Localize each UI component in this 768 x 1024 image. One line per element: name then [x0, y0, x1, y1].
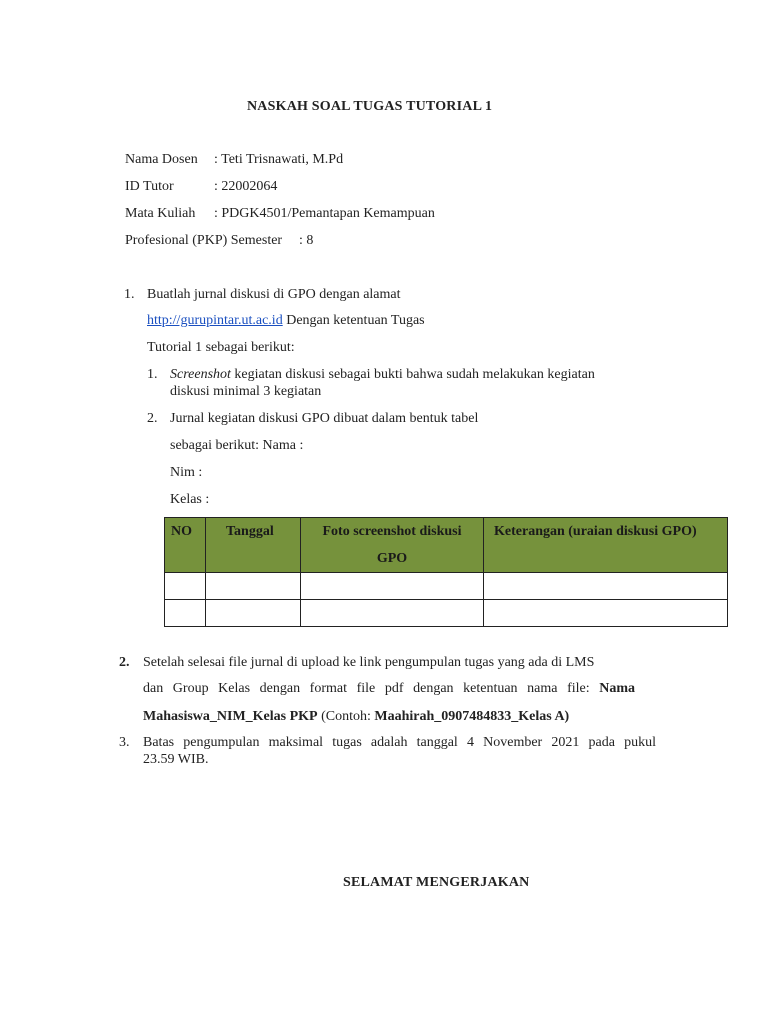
header-foto-line1: Foto screenshot diskusi [322, 524, 462, 539]
table-row [165, 573, 728, 600]
header-keterangan: Keterangan (uraian diskusi GPO) [484, 518, 728, 573]
document-title: NASKAH SOAL TUGAS TUTORIAL 1 [247, 99, 493, 114]
table-cell [206, 600, 301, 627]
q3-number: 3. [119, 735, 130, 750]
q2-number: 2. [119, 655, 130, 670]
tutor-value: : 22002064 [214, 179, 278, 194]
q1-sub1-line2: diskusi minimal 3 kegiatan [170, 384, 322, 399]
course-value: : PDGK4501/Pemantapan Kemampuan [214, 206, 435, 221]
q1-sub1-number: 1. [147, 367, 158, 382]
q1-line2 [147, 313, 425, 329]
journal-table [164, 517, 728, 627]
q2-example-value: Maahirah_0907484833_Kelas A) [374, 709, 570, 724]
q1-line1: Buatlah jurnal diskusi di GPO dengan alamat [147, 287, 401, 302]
q1-sub2-number: 2. [147, 411, 158, 426]
q3-line1: Batas pengumpulan maksimal tugas adalah tanggal 4 November 2021 pada pukul [143, 735, 656, 750]
gpo-link[interactable]: http://gurupintar.ut.ac.id [147, 313, 283, 328]
closing-text: SELAMAT MENGERJAKAN [343, 875, 530, 890]
table-cell [484, 600, 728, 627]
q1-number: 1. [124, 287, 135, 302]
q2-line2-bold: Nama [599, 681, 636, 696]
table-cell [301, 600, 484, 627]
header-foto-line2: GPO [376, 551, 408, 566]
nim-label: Nim : [170, 465, 203, 480]
q2-example-label: (Contoh: [317, 709, 375, 724]
header-tanggal: Tanggal [206, 518, 301, 573]
q1-sub1-line1 [170, 367, 595, 383]
q1-sub1-italic: Screenshot [170, 367, 231, 382]
q2-filename-format: Mahasiswa_NIM_Kelas PKP [143, 709, 318, 724]
table-cell [484, 573, 728, 600]
q1-sub1-rest: kegiatan diskusi sebagai bukti bahwa sudah melakukan kegiatan [230, 367, 595, 382]
table-cell [165, 573, 206, 600]
tutor-label: ID Tutor [125, 179, 174, 194]
q2-line2-text: dan Group Kelas dengan format file pdf dengan ketentuan nama file: [143, 681, 590, 696]
q2-line3 [143, 709, 569, 725]
table-cell [165, 600, 206, 627]
table-cell [206, 573, 301, 600]
q1-sub2-line1: Jurnal kegiatan diskusi GPO dibuat dalam bentuk tabel [170, 411, 479, 426]
header-no: NO [165, 518, 206, 573]
q2-line2 [143, 681, 635, 697]
header-foto [301, 518, 484, 573]
q1-sub2-line2: sebagai berikut: Nama : [170, 438, 304, 453]
table-cell [301, 573, 484, 600]
table-header-row [165, 518, 728, 573]
q3-line2: 23.59 WIB. [143, 752, 209, 767]
q1-line2-rest: Dengan ketentuan Tugas [282, 313, 425, 328]
dosen-label: Nama Dosen [125, 152, 198, 167]
q1-line3: Tutorial 1 sebagai berikut: [147, 340, 295, 355]
dosen-value: : Teti Trisnawati, M.Pd [214, 152, 344, 167]
course-continuation: Profesional (PKP) Semester [125, 233, 283, 248]
kelas-label: Kelas : [170, 492, 210, 507]
course-label: Mata Kuliah [125, 206, 196, 221]
table-row [165, 600, 728, 627]
semester-value: : 8 [299, 233, 314, 248]
q2-line1: Setelah selesai file jurnal di upload ke link pengumpulan tugas yang ada di LMS [143, 655, 595, 670]
